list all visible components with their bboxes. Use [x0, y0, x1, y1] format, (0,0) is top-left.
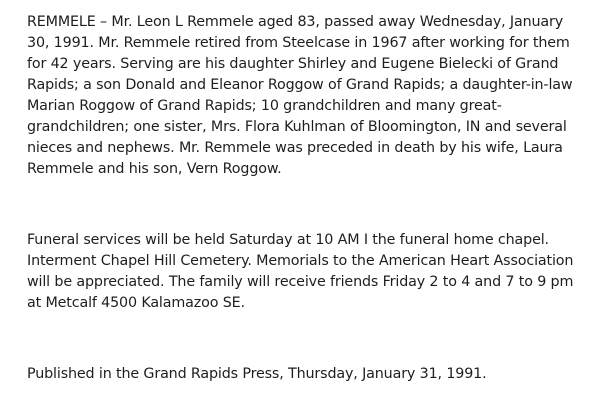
paragraph-2-line-2: Interment Chapel Hill Cemetery. Memorials to the American Heart Association — [27, 253, 574, 269]
paragraph-2-line-1: Funeral services will be held Saturday at 10 AM I the funeral home chapel. — [27, 232, 549, 248]
paragraph-2-line-4: at Metcalf 4500 Kalamazoo SE. — [27, 295, 245, 311]
paragraph-1-line-4: Rapids; a son Donald and Eleanor Roggow of Grand Rapids; a daughter-in-law — [27, 77, 573, 93]
paragraph-1-line-8: Remmele and his son, Vern Roggow. — [27, 161, 282, 177]
paragraph-1-line-2: 30, 1991. Mr. Remmele retired from Steelcase in 1967 after working for them — [27, 35, 570, 51]
publication-note: Published in the Grand Rapids Press, Thursday, January 31, 1991. — [27, 366, 487, 382]
paragraph-2-line-3: will be appreciated. The family will receive friends Friday 2 to 4 and 7 to 9 pm — [27, 274, 574, 290]
paragraph-1-line-5: Marian Roggow of Grand Rapids; 10 grandchildren and many great- — [27, 98, 502, 114]
paragraph-1-line-1: REMMELE – Mr. Leon L Remmele aged 83, passed away Wednesday, January — [27, 14, 564, 30]
paragraph-1-line-3: for 42 years. Serving are his daughter Shirley and Eugene Bielecki of Grand — [27, 56, 559, 72]
paragraph-1-line-7: nieces and nephews. Mr. Remmele was preceded in death by his wife, Laura — [27, 140, 563, 156]
paragraph-1-line-6: grandchildren; one sister, Mrs. Flora Kuhlman of Bloomington, IN and several — [27, 119, 567, 135]
